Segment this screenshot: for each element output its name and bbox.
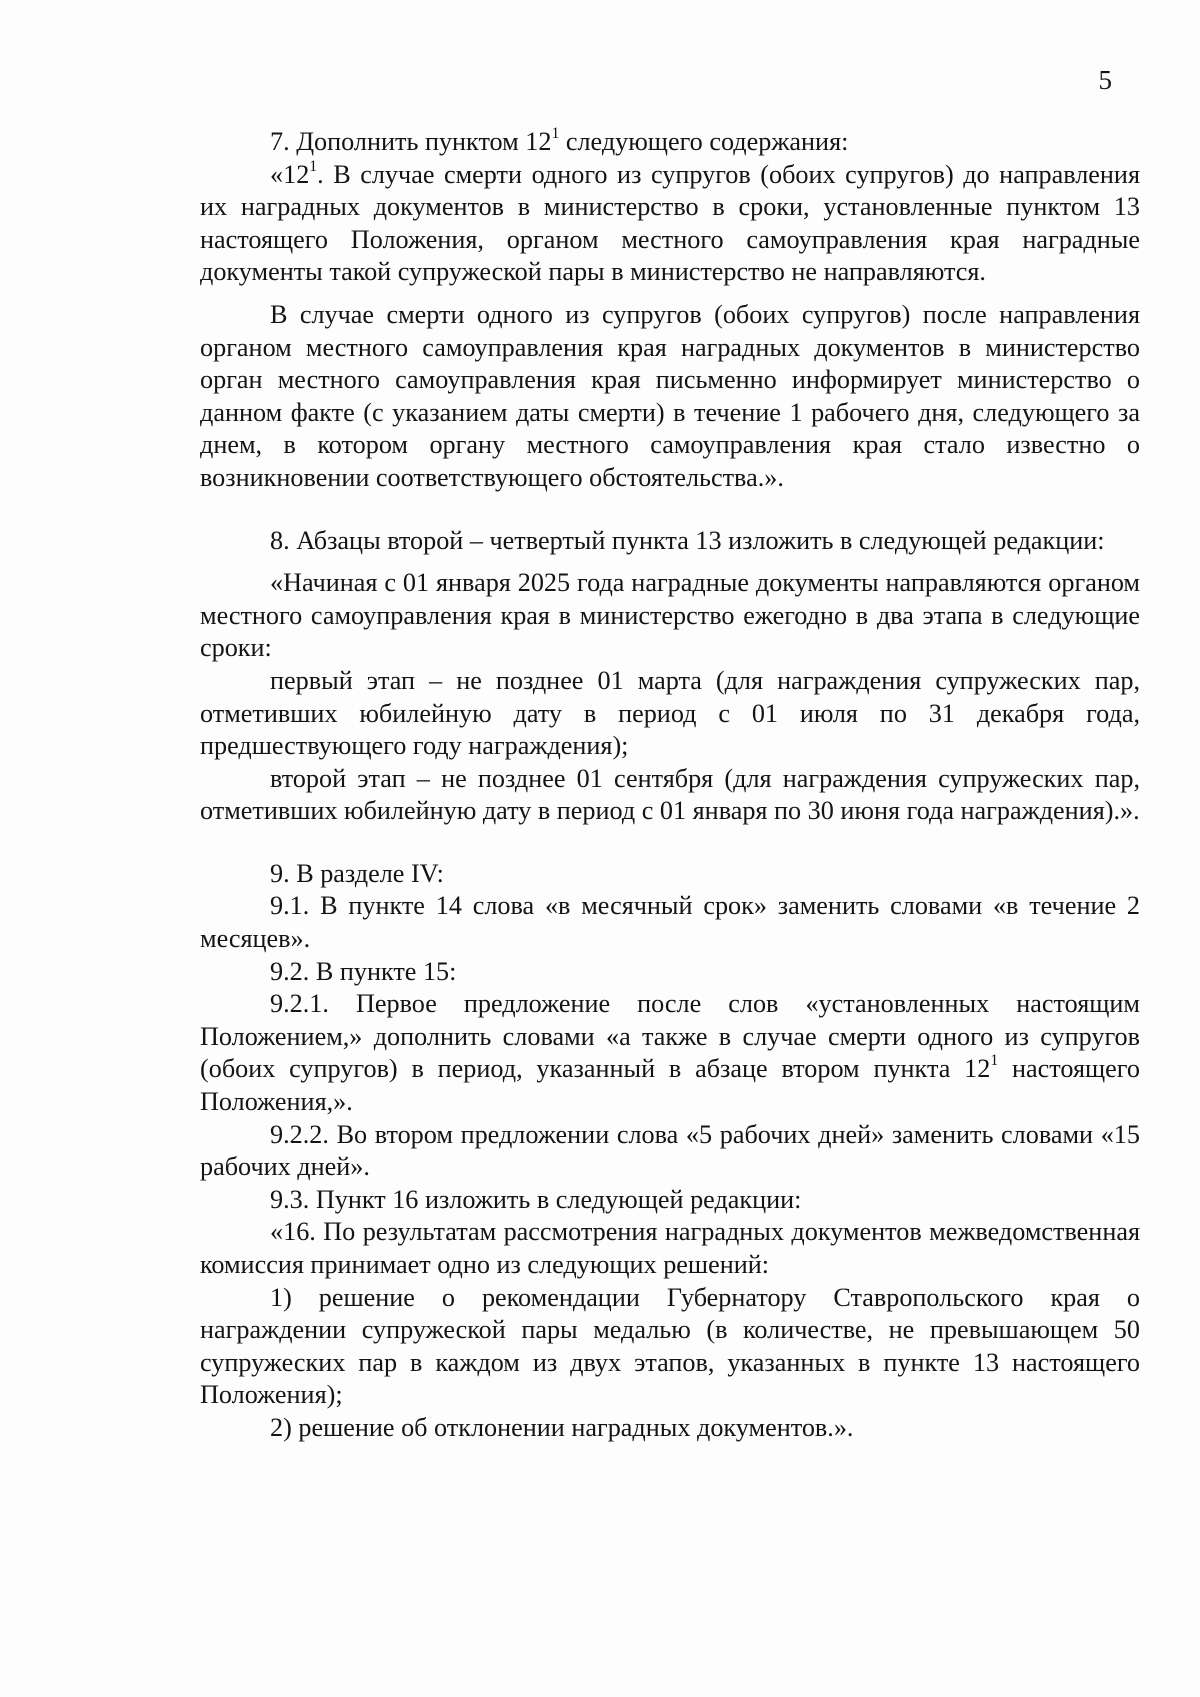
paragraph-item-8: 8. Абзацы второй – четвертый пункта 13 изложить в следующей редакции: [270,525,1105,555]
paragraph-first-stage: первый этап – не позднее 01 марта (для награждения супружеских пар, отметивших юбилейную дату в период с 01 июля по 31 декабря года, предшествующего году награждения); [200,665,1140,761]
paragraph-item-12-1: «$12^1$. В случае смерти одного из супругов (обоих супругов) до направления их наградных документов в министерство в сроки, установленные пунктом 13 настоящего Положения, органом местного самоуправления края наградные документы такой супружеской пары в министерство не направляются. [200,157,1140,287]
page-number: 5 [1098,65,1112,95]
paragraph-start-2025: «Начиная с 01 января 2025 года наградные документы направляются органом местного самоуправления края в министерство ежегодно в два этапа в следующие сроки: [200,568,1140,663]
paragraph-item-9: 9. В разделе IV: [270,858,444,888]
paragraph-item-9-2: 9.2. В пункте 15: [270,956,457,986]
paragraph-item-16: «16. По результатам рассмотрения наградных документов межведомственная комиссия принимает одно из следующих решений: [200,1217,1140,1279]
paragraph-decision-2: 2) решение об отклонении наградных документов.». [270,1412,854,1442]
paragraph-item-7: 7. Дополнить пунктом $12^1$ следующего содержания: [270,124,849,156]
paragraph-item-9-1: 9.1. В пункте 14 слова «в месячный срок» заменить словами «в течение 2 месяцев». [200,891,1140,954]
paragraph-item-9-3: 9.3. Пункт 16 изложить в следующей редакции: [270,1184,802,1214]
paragraph-decision-1: 1) решение о рекомендации Губернатору Ставропольского края о награждении супружеской пары медалью (в количестве, не превышающем 50 супружеских пар в каждом из двух этапов, указанных в пункте 13 настоящего Положения); [200,1282,1140,1410]
paragraph-second-stage: второй этап – не позднее 01 сентября (для награждения супружеских пар, отметивших юбилейную дату в период с 01 января по 30 июня года награждения).». [200,763,1140,826]
paragraph-death-after-sending: В случае смерти одного из супругов (обоих супругов) после направления органом местного самоуправления края наградных документов в министерство орган местного самоуправления края письменно информирует министерство о данном факте (с указанием даты смерти) в течение 1 рабочего дня, следующего за днем, в котором органу местного самоуправления края стало известно о возникновении соответствующего обстоятельства.». [200,299,1140,492]
paragraph-item-9-2-2: 9.2.2. Во втором предложении слова «5 рабочих дней» заменить словами «15 рабочих дней». [200,1119,1140,1182]
paragraph-item-9-2-1: 9.2.1. Первое предложение после слов «установленных настоящим Положением,» дополнить словами «а также в случае смерти одного из супругов (обоих супругов) в период, указанный в абзаце втором пункта $12^1$ настоящего Положения,». [200,989,1140,1117]
document-body [200,126,1140,1445]
